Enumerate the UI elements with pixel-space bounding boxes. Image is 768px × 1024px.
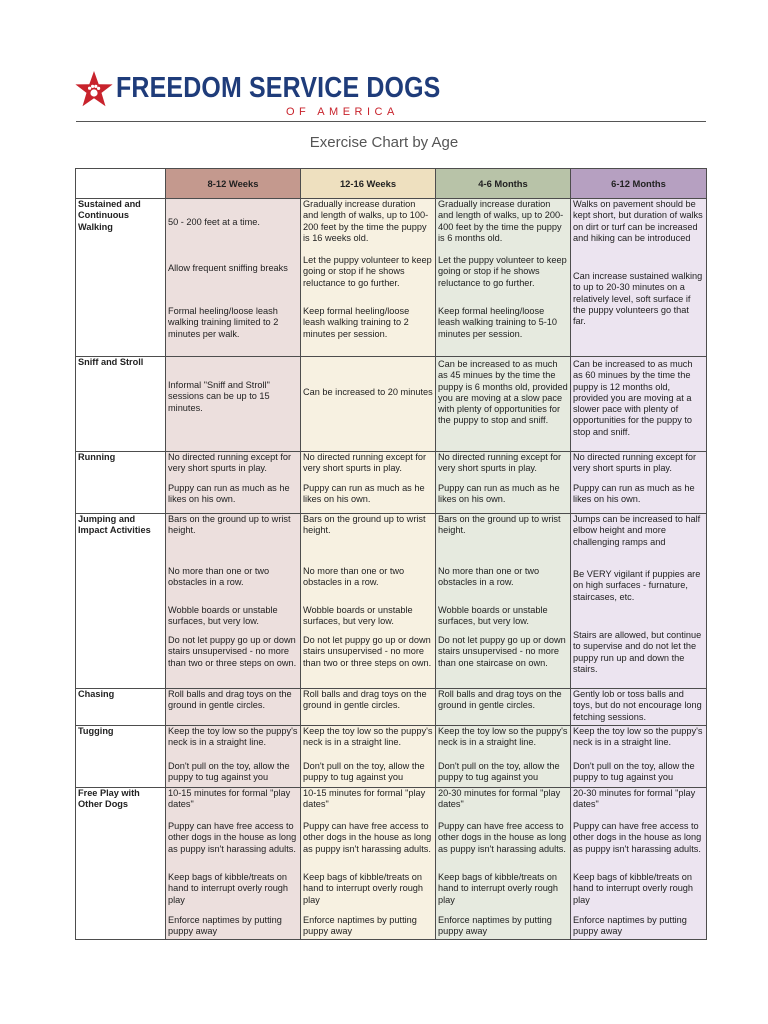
cell-12-16-weeks bbox=[301, 689, 436, 726]
guideline-text: No more than one or two obstacles in a row. bbox=[168, 566, 270, 588]
column-header-8-12-weeks: 8-12 Weeks bbox=[166, 169, 301, 199]
guideline-text: Can be increased to 20 minutes bbox=[303, 387, 433, 397]
guideline-text: 10-15 minutes for formal "play dates" bbox=[168, 788, 291, 810]
cell-12-16-weeks bbox=[301, 452, 436, 514]
cell-4-6-months bbox=[436, 199, 571, 357]
row-label: Free Play with Other Dogs bbox=[76, 788, 166, 940]
brand-logo bbox=[74, 70, 441, 122]
guideline-text: Do not let puppy go up or down stairs unsupervised - no more than two or three steps on own. bbox=[168, 635, 297, 668]
guideline-text: Keep the toy low so the puppy's neck is in a straight line. bbox=[573, 726, 703, 748]
guideline-text: Formal heeling/loose leash walking training limited to 2 minutes per walk. bbox=[168, 306, 279, 339]
guideline-text: Don't pull on the toy, allow the puppy to tug against you bbox=[438, 761, 560, 783]
column-header-blank bbox=[76, 169, 166, 199]
guideline-text: No more than one or two obstacles in a row. bbox=[438, 566, 540, 588]
guideline-text: Don't pull on the toy, allow the puppy to tug against you bbox=[303, 761, 425, 783]
row-label: Sustained and Continuous Walking bbox=[76, 199, 166, 357]
guideline-text: No more than one or two obstacles in a row. bbox=[303, 566, 405, 588]
row-label: Sniff and Stroll bbox=[76, 357, 166, 452]
guideline-text: Wobble boards or unstable surfaces, but very low. bbox=[168, 605, 278, 627]
cell-4-6-months bbox=[436, 689, 571, 726]
cell-8-12-weeks bbox=[166, 514, 301, 689]
cell-6-12-months bbox=[571, 452, 707, 514]
table-row-free-play-with-other-dogs bbox=[76, 788, 707, 940]
column-header-4-6-months: 4-6 Months bbox=[436, 169, 571, 199]
guideline-text: Enforce naptimes by putting puppy away bbox=[303, 915, 417, 937]
cell-6-12-months bbox=[571, 689, 707, 726]
guideline-text: Gently lob or toss balls and toys, but do not encourage long fetching sessions. bbox=[573, 689, 702, 722]
guideline-text: Can be increased to as much as 45 minues by the time the puppy is 6 months old, provided you are moving at a slow pace with plenty of opportunities for the puppy to stop and sniff. bbox=[438, 359, 568, 426]
brand-subtitle: OF AMERICA bbox=[286, 106, 399, 118]
cell-6-12-months bbox=[571, 514, 707, 689]
guideline-text: No directed running except for very short spurts in play. bbox=[303, 452, 427, 474]
guideline-text: Puppy can run as much as he likes on his own. bbox=[168, 483, 290, 505]
guideline-text: Enforce naptimes by putting puppy away bbox=[168, 915, 282, 937]
guideline-text: Can increase sustained walking to up to 20-30 minutes on a relatively level, soft surface if the puppy volunteers go that far. bbox=[573, 271, 703, 327]
guideline-text: Roll balls and drag toys on the ground in gentle circles. bbox=[168, 689, 292, 711]
guideline-text: Let the puppy volunteer to keep going or stop if he shows reluctance to go further. bbox=[438, 255, 567, 288]
cell-6-12-months bbox=[571, 357, 707, 452]
column-header-12-16-weeks: 12-16 Weeks bbox=[301, 169, 436, 199]
table-row-chasing bbox=[76, 689, 707, 726]
guideline-text: Jumps can be increased to half elbow height and more challenging ramps and bbox=[573, 514, 701, 547]
guideline-text: Walks on pavement should be kept short, but duration of walks on dirt or turf can be increased and hiking can be introduced bbox=[573, 199, 703, 243]
star-paw-icon bbox=[74, 70, 114, 110]
cell-8-12-weeks bbox=[166, 199, 301, 357]
guideline-text: 20-30 minutes for formal "play dates" bbox=[438, 788, 561, 810]
guideline-text: Puppy can have free access to other dogs in the house as long as puppy isn't harassing adults. bbox=[303, 821, 432, 854]
cell-8-12-weeks bbox=[166, 357, 301, 452]
guideline-text: Enforce naptimes by putting puppy away bbox=[438, 915, 552, 937]
row-label: Running bbox=[76, 452, 166, 514]
guideline-text: Puppy can have free access to other dogs in the house as long as puppy isn't harassing adults. bbox=[168, 821, 297, 854]
cell-8-12-weeks bbox=[166, 452, 301, 514]
guideline-text: Keep formal heeling/loose leash walking training to 2 minutes per session. bbox=[303, 306, 410, 339]
guideline-text: Bars on the ground up to wrist height. bbox=[438, 514, 561, 536]
guideline-text: No directed running except for very short spurts in play. bbox=[573, 452, 697, 474]
guideline-text: Puppy can have free access to other dogs in the house as long as puppy isn't harassing adults. bbox=[438, 821, 567, 854]
guideline-text: Bars on the ground up to wrist height. bbox=[303, 514, 426, 536]
guideline-text: No directed running except for very short spurts in play. bbox=[168, 452, 292, 474]
brand-name: FREEDOM SERVICE DOGS bbox=[116, 72, 441, 104]
guideline-text: Keep the toy low so the puppy's neck is in a straight line. bbox=[438, 726, 568, 748]
cell-8-12-weeks bbox=[166, 726, 301, 788]
guideline-text: Stairs are allowed, but continue to supervise and do not let the puppy run up and down the stairs. bbox=[573, 630, 702, 674]
cell-6-12-months bbox=[571, 788, 707, 940]
guideline-text: Allow frequent sniffing breaks bbox=[168, 263, 288, 273]
guideline-text: Gradually increase duration and length of walks, up to 100-200 feet by the time the puppy is 16 weeks old. bbox=[303, 199, 429, 243]
guideline-text: Bars on the ground up to wrist height. bbox=[168, 514, 291, 536]
guideline-text: 50 - 200 feet at a time. bbox=[168, 217, 260, 227]
table-row-sniff-and-stroll bbox=[76, 357, 707, 452]
guideline-text: Don't pull on the toy, allow the puppy to tug against you bbox=[168, 761, 290, 783]
guideline-text: Puppy can run as much as he likes on his own. bbox=[438, 483, 560, 505]
cell-6-12-months bbox=[571, 726, 707, 788]
cell-4-6-months bbox=[436, 452, 571, 514]
guideline-text: Keep bags of kibble/treats on hand to interrupt overly rough play bbox=[168, 872, 289, 905]
guideline-text: Be VERY vigilant if puppies are on high surfaces - furnature, staircases, etc. bbox=[573, 569, 701, 602]
cell-8-12-weeks bbox=[166, 689, 301, 726]
column-header-6-12-months: 6-12 Months bbox=[571, 169, 707, 199]
header-divider bbox=[76, 121, 706, 122]
header-row bbox=[76, 169, 707, 199]
guideline-text: Don't pull on the toy, allow the puppy to tug against you bbox=[573, 761, 695, 783]
guideline-text: Informal "Sniff and Stroll" sessions can be up to 15 minutes. bbox=[168, 380, 270, 413]
guideline-text: Keep the toy low so the puppy's neck is in a straight line. bbox=[303, 726, 433, 748]
guideline-text: Keep bags of kibble/treats on hand to interrupt overly rough play bbox=[303, 872, 424, 905]
cell-12-16-weeks bbox=[301, 788, 436, 940]
cell-8-12-weeks bbox=[166, 788, 301, 940]
cell-4-6-months bbox=[436, 514, 571, 689]
guideline-text: Wobble boards or unstable surfaces, but very low. bbox=[303, 605, 413, 627]
guideline-text: Gradually increase duration and length of walks, up to 200-400 feet by the time the puppy is 6 months old. bbox=[438, 199, 564, 243]
cell-4-6-months bbox=[436, 357, 571, 452]
guideline-text: Can be increased to as much as 60 minues by the time the puppy is 12 months old, provided you are moving at a slower pace with plenty of opportunities for the puppy to stop and sniff. bbox=[573, 359, 693, 437]
row-label: Tugging bbox=[76, 726, 166, 788]
guideline-text: Enforce naptimes by putting puppy away bbox=[573, 915, 687, 937]
guideline-text: Keep bags of kibble/treats on hand to interrupt overly rough play bbox=[438, 872, 559, 905]
table-row-sustained-and-continuous-walking bbox=[76, 199, 707, 357]
exercise-chart-table bbox=[75, 168, 707, 940]
guideline-text: Roll balls and drag toys on the ground in gentle circles. bbox=[303, 689, 427, 711]
guideline-text: 10-15 minutes for formal "play dates" bbox=[303, 788, 426, 810]
table-row-tugging bbox=[76, 726, 707, 788]
cell-6-12-months bbox=[571, 199, 707, 357]
guideline-text: Wobble boards or unstable surfaces, but very low. bbox=[438, 605, 548, 627]
guideline-text: Do not let puppy go up or down stairs unsupervised - no more than two or three steps on own. bbox=[303, 635, 432, 668]
guideline-text: Keep the toy low so the puppy's neck is in a straight line. bbox=[168, 726, 298, 748]
guideline-text: 20-30 minutes for formal "play dates" bbox=[573, 788, 696, 810]
row-label: Jumping and Impact Activities bbox=[76, 514, 166, 689]
page-title: Exercise Chart by Age bbox=[309, 134, 459, 151]
cell-12-16-weeks bbox=[301, 357, 436, 452]
guideline-text: No directed running except for very short spurts in play. bbox=[438, 452, 562, 474]
table-row-jumping-and-impact-activities bbox=[76, 514, 707, 689]
cell-4-6-months bbox=[436, 726, 571, 788]
guideline-text: Puppy can run as much as he likes on his own. bbox=[303, 483, 425, 505]
guideline-text: Let the puppy volunteer to keep going or stop if he shows reluctance to go further. bbox=[303, 255, 432, 288]
guideline-text: Do not let puppy go up or down stairs unsupervised - no more than one staircase on own. bbox=[438, 635, 566, 668]
table-row-running bbox=[76, 452, 707, 514]
guideline-text: Roll balls and drag toys on the ground in gentle circles. bbox=[438, 689, 562, 711]
cell-12-16-weeks bbox=[301, 199, 436, 357]
guideline-text: Puppy can run as much as he likes on his own. bbox=[573, 483, 695, 505]
cell-12-16-weeks bbox=[301, 514, 436, 689]
guideline-text: Puppy can have free access to other dogs in the house as long as puppy isn't harassing adults. bbox=[573, 821, 702, 854]
guideline-text: Keep bags of kibble/treats on hand to interrupt overly rough play bbox=[573, 872, 694, 905]
guideline-text: Keep formal heeling/loose leash walking training to 5-10 minutes per session. bbox=[438, 306, 557, 339]
cell-12-16-weeks bbox=[301, 726, 436, 788]
row-label: Chasing bbox=[76, 689, 166, 726]
cell-4-6-months bbox=[436, 788, 571, 940]
